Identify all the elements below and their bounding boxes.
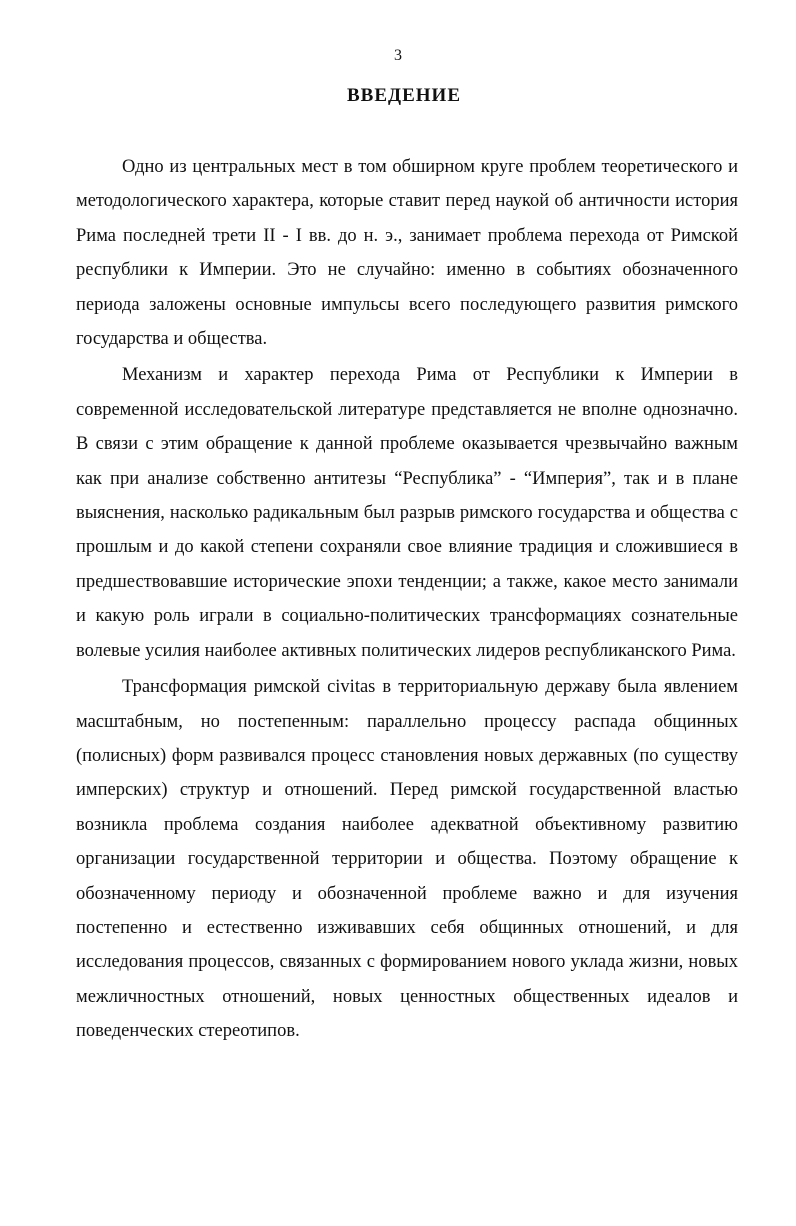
paragraph-2: Механизм и характер перехода Рима от Республики к Империи в современной исследовательской литературе представляется не вполне однозначно. В связи с этим обращение к данной проблеме оказывается чрезвычайно важным как при анализе собственно антитезы “Республика” - “Империя”, так и в плане выяснения, насколько радикальным был разрыв римского государства и общества с прошлым и до какой степени сохраняли свое влияние традиция и сложившиеся в предшествовавшие исторические эпохи тенденции; а также, какое место занимали и какую роль играли в социально-политических трансформациях сознательные волевые усилия наиболее активных политических лидеров республиканского Рима. [76, 365, 738, 661]
paragraph-1: Одно из центральных мест в том обширном круге проблем теоретического и методологического характера, которые ставит перед наукой об античности история Рима последней трети II - I вв. до н. э., занимает проблема перехода от Римской республики к Империи. Это не случайно: именно в событиях обозначенного периода заложены основные импульсы всего последующего развития римского государства и общества. [76, 157, 738, 350]
paragraph-3: Трансформация римской civitas в территориальную державу была явлением масштабным, но постепенным: параллельно процессу распада общинных (полисных) форм развивался процесс становления новых державных (по существу имперских) структур и отношений. Перед римской государственной властью возникла проблема создания наиболее адекватной объективному развитию организации государственной территории и общества. Поэтому обращение к обозначенному периоду и обозначенной проблеме важно и для изучения постепенно и естественно изживавших себя общинных отношений, и для исследования процессов, связанных с формированием нового уклада жизни, новых межличностных отношений, новых ценностных общественных идеалов и поведенческих стереотипов. [76, 677, 738, 1042]
page-title: ВВЕДЕНИЕ [347, 85, 461, 106]
page-number: 3 [394, 47, 402, 64]
body-text [76, 150, 738, 1049]
